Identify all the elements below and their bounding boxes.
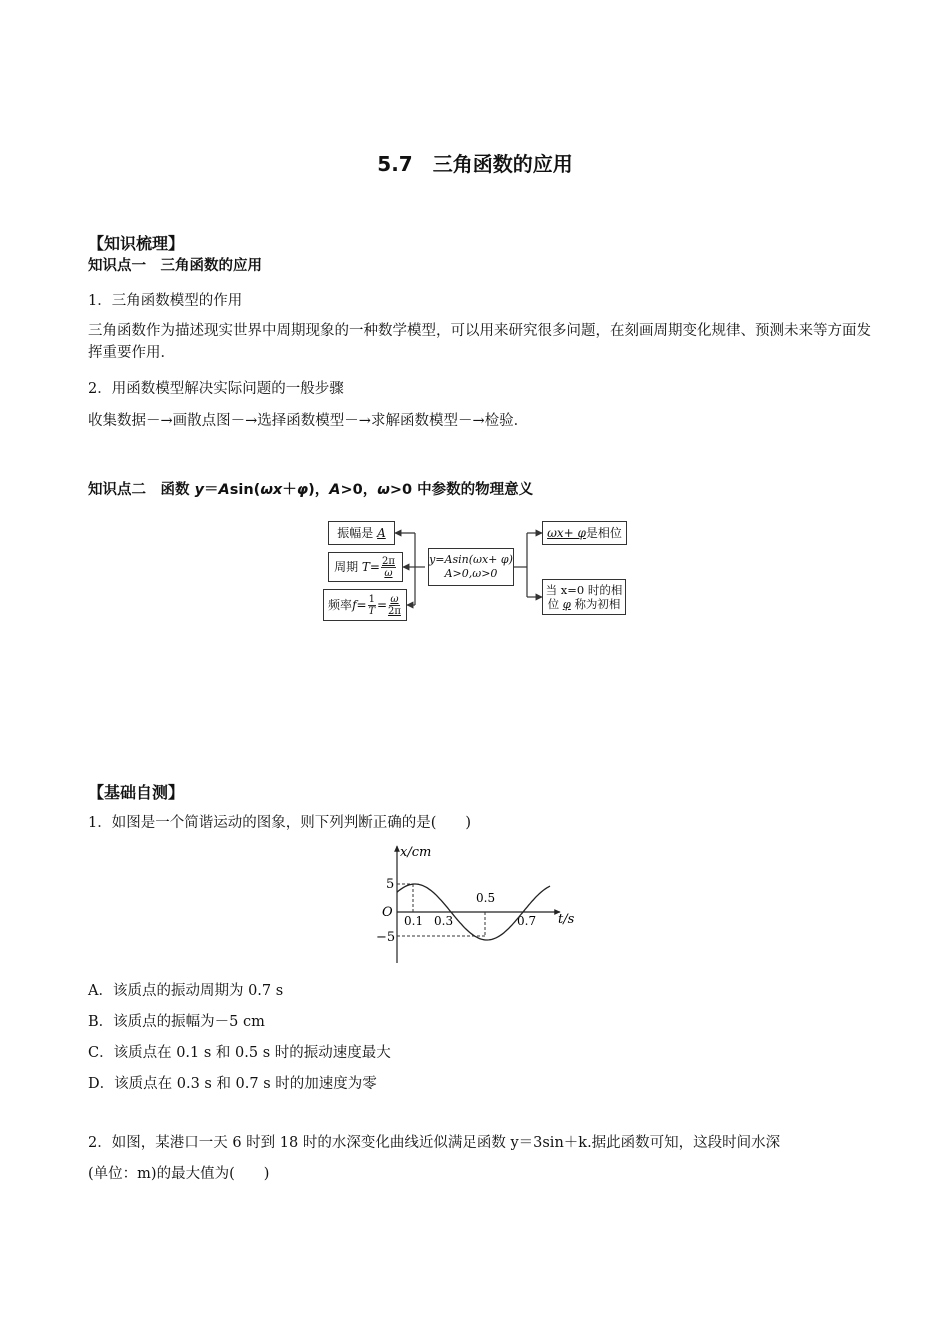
knowledge-point-2-heading: 知识点二 函数 y＝Asin(ωx＋φ)，A>0，ω>0 中参数的物理意义	[88, 482, 534, 498]
frequency-equals-1: =	[356, 598, 367, 612]
function-conditions: A>0,ω>0	[444, 567, 498, 580]
y-tick-5: 5	[386, 877, 395, 892]
paragraph-steps: 收集数据－→画散点图－→选择函数模型－→求解函数模型－→检验．	[88, 413, 529, 429]
question-2-line-2: (单位：m)的最大值为( )	[88, 1166, 270, 1182]
initial-phase-line-2	[548, 597, 621, 611]
period-denominator: ω	[384, 567, 393, 579]
initial-phase-symbol: φ	[562, 597, 571, 611]
section-heading-self-test: 【基础自测】	[88, 783, 185, 802]
parameter-meaning-diagram	[320, 515, 635, 625]
function-expression: y=Asin(ωx+ φ)	[429, 553, 513, 566]
x-tick-0-3: 0.3	[434, 914, 454, 928]
x-tick-0-1: 0.1	[404, 914, 424, 928]
question-2-line-1: 2．如图，某港口一天 6 时到 18 时的水深变化曲线近似满足函数 y＝3sin＋k.据此函数可知，这段时间水深	[88, 1135, 781, 1151]
knowledge-point-1-heading: 知识点一 三角函数的应用	[88, 258, 262, 274]
option-b: B．该质点的振幅为－5 cm	[88, 1014, 265, 1030]
harmonic-motion-graph	[360, 838, 590, 968]
frequency-label: 频率	[328, 598, 353, 612]
initial-phase-line-1: 当 x=0 时的相	[545, 583, 623, 597]
function-box	[428, 548, 514, 586]
paragraph-model-role: 1．三角函数模型的作用	[88, 293, 243, 309]
phase-label: 是相位	[585, 526, 622, 540]
period-box	[328, 552, 403, 582]
origin-label: O	[382, 905, 393, 920]
period-equals: =	[369, 560, 380, 574]
period-numerator: 2π	[381, 555, 395, 567]
paragraph-model-description: 三角函数作为描述现实世界中周期现象的一种数学模型，可以用来研究很多问题，在刻画周期变化规律、预测未来等方面发挥重要作用．	[88, 323, 871, 361]
frequency-box	[323, 589, 407, 621]
frequency-denominator-2: 2π	[388, 605, 401, 617]
question-1: 1．如图是一个简谐运动的图象，则下列判断正确的是( )	[88, 815, 472, 831]
period-symbol: T	[361, 560, 370, 574]
x-tick-0-7: 0.7	[517, 914, 537, 928]
frequency-symbol: f	[352, 598, 357, 612]
frequency-fraction-2	[388, 594, 401, 617]
frequency-denominator-1: T	[368, 605, 376, 617]
initial-phase-suffix: 称为初相	[574, 597, 621, 611]
section-heading-knowledge: 【知识梳理】	[88, 234, 185, 253]
y-tick-minus5: −5	[376, 930, 396, 945]
frequency-numerator-2: ω	[390, 593, 399, 605]
phase-value: ωx+ φ	[547, 526, 586, 540]
page-title: 5.7 三角函数的应用	[377, 152, 573, 176]
y-axis-label: x/cm	[400, 845, 432, 860]
option-c: C．该质点在 0.1 s 和 0.5 s 时的振动速度最大	[88, 1045, 391, 1061]
amplitude-label: 振幅是	[337, 526, 374, 540]
period-label: 周期	[334, 560, 359, 574]
frequency-fraction-1	[368, 594, 376, 617]
period-fraction	[381, 556, 396, 579]
option-a: A．该质点的振动周期为 0.7 s	[88, 983, 284, 999]
initial-phase-prefix: 位	[547, 597, 560, 611]
amplitude-box	[328, 521, 395, 545]
phase-box	[542, 521, 627, 545]
initial-phase-box	[542, 579, 626, 615]
x-axis-label: t/s	[558, 912, 575, 927]
frequency-numerator-1: 1	[368, 593, 375, 605]
option-d: D．该质点在 0.3 s 和 0.7 s 时的加速度为零	[88, 1076, 377, 1092]
amplitude-value: A	[377, 526, 386, 540]
paragraph-steps-heading: 2．用函数模型解决实际问题的一般步骤	[88, 381, 344, 397]
x-tick-0-5: 0.5	[476, 891, 496, 905]
frequency-equals-2: =	[376, 598, 388, 612]
